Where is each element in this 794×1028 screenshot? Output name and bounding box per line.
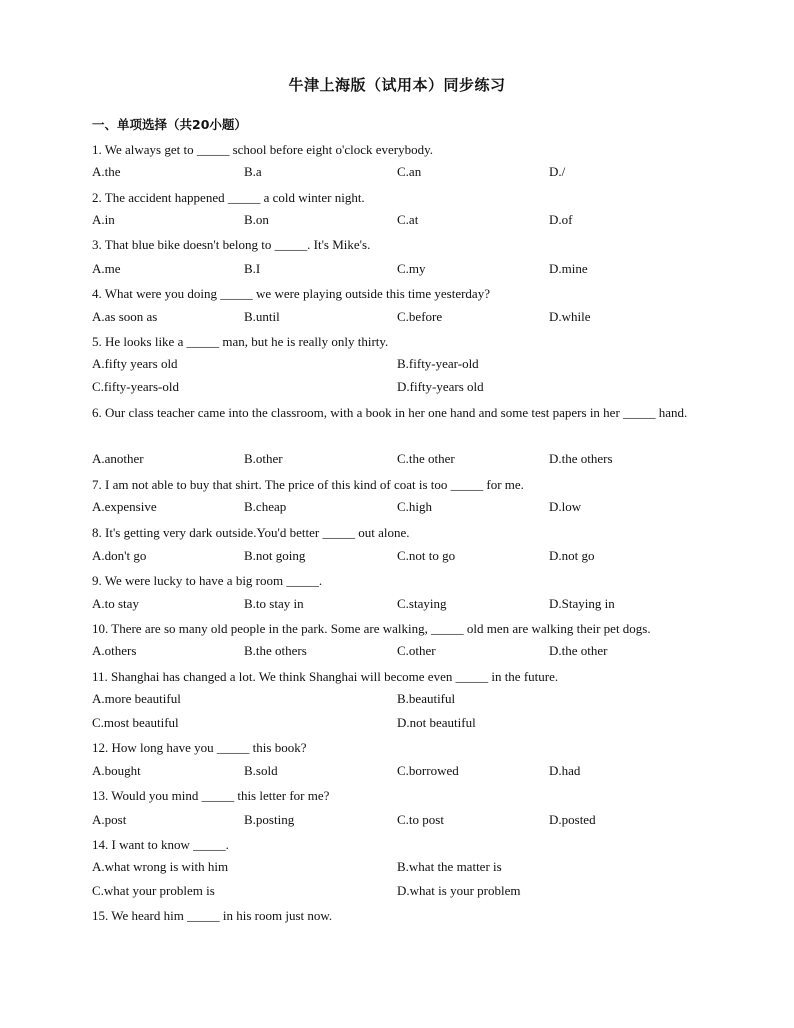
- option-d: D.had: [549, 763, 581, 778]
- option-b: B.on: [244, 212, 269, 227]
- options-1: [92, 164, 712, 186]
- options-7: [92, 499, 712, 521]
- option-b: B.cheap: [244, 499, 287, 514]
- option-b: B.I: [244, 261, 261, 276]
- option-d: D.posted: [549, 812, 596, 827]
- question-6: 6. Our class teacher came into the classroom, with a book in her one hand and some test papers in her _____ hand.: [92, 405, 688, 420]
- options-4: [92, 309, 712, 331]
- page-title: 牛津上海版（试用本）同步练习: [288, 76, 506, 94]
- option-b: B.not going: [244, 548, 306, 563]
- option-b: B.other: [244, 451, 283, 466]
- option-d: D.not beautiful: [397, 715, 476, 730]
- question-5: 5. He looks like a _____ man, but he is really only thirty.: [92, 334, 389, 349]
- question-2: 2. The accident happened _____ a cold winter night.: [92, 190, 365, 205]
- option-a: A.fifty years old: [92, 356, 178, 371]
- option-b: B.fifty-year-old: [397, 356, 479, 371]
- question-8: 8. It's getting very dark outside.You'd better _____ out alone.: [92, 525, 410, 540]
- option-a: A.bought: [92, 763, 141, 778]
- question-12: 12. How long have you _____ this book?: [92, 740, 307, 755]
- option-c: C.most beautiful: [92, 715, 179, 730]
- option-d: D.fifty-years old: [397, 379, 484, 394]
- options-10: [92, 643, 712, 665]
- options-6: [92, 451, 712, 473]
- option-a: A.to stay: [92, 596, 139, 611]
- question-3: 3. That blue bike doesn't belong to _____. It's Mike's.: [92, 237, 371, 252]
- question-15: 15. We heard him _____ in his room just now.: [92, 908, 333, 923]
- option-c: C.what your problem is: [92, 883, 215, 898]
- option-a: A.post: [92, 812, 127, 827]
- option-b: B.the others: [244, 643, 307, 658]
- options-14-row1: [92, 859, 712, 881]
- option-b: B.to stay in: [244, 596, 304, 611]
- option-d: D.Staying in: [549, 596, 615, 611]
- option-b: B.posting: [244, 812, 295, 827]
- question-10: 10. There are so many old people in the park. Some are walking, _____ old men are walking their pet dogs.: [92, 621, 651, 636]
- question-4: 4. What were you doing _____ we were playing outside this time yesterday?: [92, 286, 490, 301]
- options-9: [92, 596, 712, 618]
- option-c: C.staying: [397, 596, 447, 611]
- option-d: D.mine: [549, 261, 588, 276]
- option-c: C.the other: [397, 451, 455, 466]
- option-c: C.at: [397, 212, 419, 227]
- options-3: [92, 261, 712, 283]
- question-11: 11. Shanghai has changed a lot. We think Shanghai will become even _____ in the future.: [92, 669, 559, 684]
- option-d: D.the other: [549, 643, 608, 658]
- options-12: [92, 763, 712, 785]
- option-b: B.a: [244, 164, 262, 179]
- options-13: [92, 812, 712, 834]
- option-d: D./: [549, 164, 566, 179]
- option-a: A.another: [92, 451, 144, 466]
- option-a: A.me: [92, 261, 121, 276]
- option-c: C.high: [397, 499, 433, 514]
- question-13: 13. Would you mind _____ this letter for me?: [92, 788, 330, 803]
- options-11-row1: [92, 691, 712, 713]
- question-9: 9. We were lucky to have a big room _____.: [92, 573, 323, 588]
- option-b: B.until: [244, 309, 280, 324]
- option-d: D.low: [549, 499, 582, 514]
- option-b: B.beautiful: [397, 691, 456, 706]
- option-d: D.the others: [549, 451, 613, 466]
- option-c: C.not to go: [397, 548, 456, 563]
- option-a: A.as soon as: [92, 309, 158, 324]
- option-c: C.before: [397, 309, 443, 324]
- option-c: C.borrowed: [397, 763, 459, 778]
- option-a: A.the: [92, 164, 121, 179]
- option-a: A.others: [92, 643, 137, 658]
- question-1: 1. We always get to _____ school before eight o'clock everybody.: [92, 142, 434, 157]
- option-b: B.what the matter is: [397, 859, 502, 874]
- option-d: D.of: [549, 212, 573, 227]
- option-a: A.in: [92, 212, 115, 227]
- option-d: D.not go: [549, 548, 595, 563]
- option-c: C.an: [397, 164, 422, 179]
- options-8: [92, 548, 712, 570]
- option-a: A.don't go: [92, 548, 147, 563]
- option-c: C.to post: [397, 812, 444, 827]
- option-c: C.other: [397, 643, 436, 658]
- option-d: D.while: [549, 309, 591, 324]
- option-a: A.expensive: [92, 499, 157, 514]
- options-11-row2: [92, 715, 712, 737]
- options-5-row2: [92, 379, 712, 401]
- question-14: 14. I want to know _____.: [92, 837, 229, 852]
- options-5-row1: [92, 356, 712, 378]
- option-a: A.what wrong is with him: [92, 859, 229, 874]
- option-c: C.my: [397, 261, 426, 276]
- option-c: C.fifty-years-old: [92, 379, 180, 394]
- option-a: A.more beautiful: [92, 691, 181, 706]
- options-14-row2: [92, 883, 712, 905]
- question-7: 7. I am not able to buy that shirt. The price of this kind of coat is too _____ for me.: [92, 477, 524, 492]
- option-b: B.sold: [244, 763, 278, 778]
- section-heading: 一、单项选择（共20小题）: [92, 117, 247, 132]
- options-2: [92, 212, 712, 234]
- option-d: D.what is your problem: [397, 883, 521, 898]
